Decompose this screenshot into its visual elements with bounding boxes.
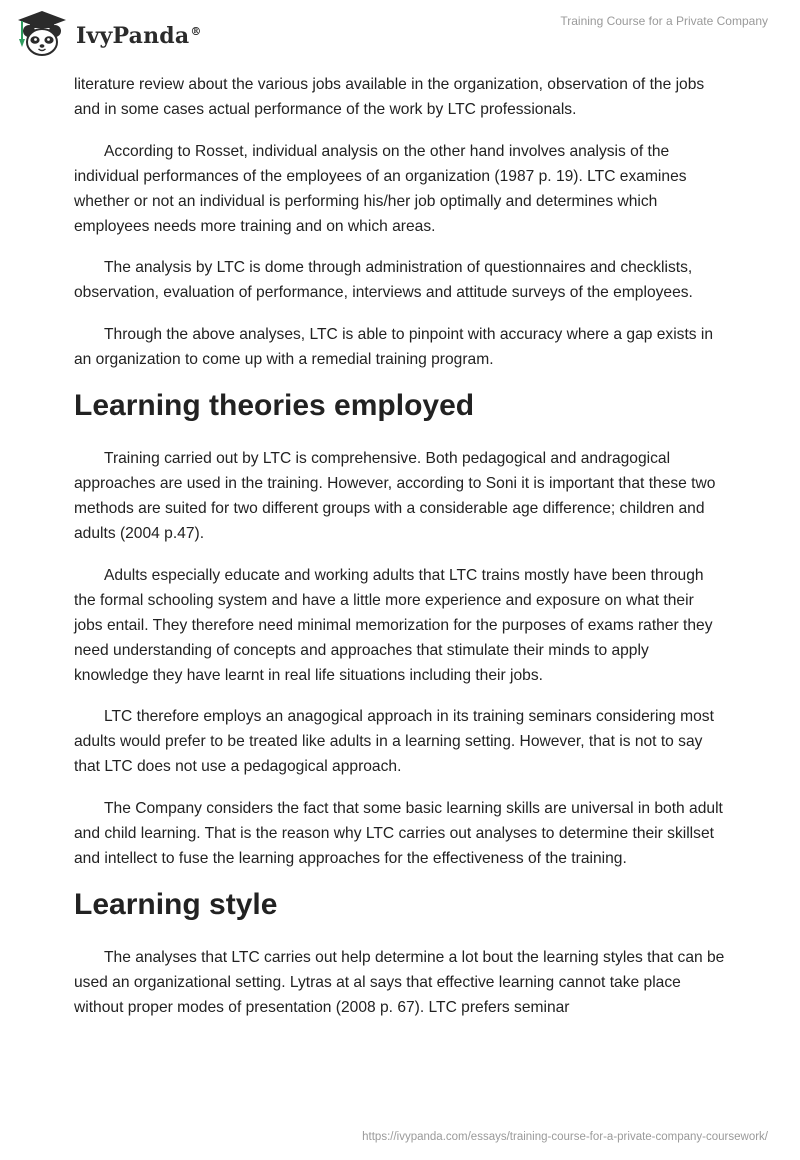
paragraph: The Company considers the fact that some basic learning skills are universal in both adult and child learning. That is the reason why LTC carries out analyses to determine their skillset and intellect to fuse the learning approaches for the effectiveness of the training. [74,799,723,867]
panda-graduation-cap-icon [14,9,70,59]
page-header [0,0,800,70]
paragraph: LTC therefore employs an anagogical approach in its training seminars considering most adults would prefer to be treated like adults in a learning setting. However, that is not to say that LTC does not use a pedagogical approach. [74,708,714,775]
paragraph: literature review about the various jobs available in the organization, observation of the jobs and in some cases actual performance of the work by LTC professionals. [74,76,705,118]
paragraph: The analyses that LTC carries out help determine a lot bout the learning styles that can be used an organizational setting. Lytras at al says that effective learning cannot take place without proper modes of presentation (2008 p. 67). LTC prefers seminar [74,949,725,1016]
paragraph: According to Rosset, individual analysis on the other hand involves analysis of the individual performances of the employees of an organization (1987 p. 19). LTC examines whether or not an individual is performing his/her job optimally and determines which employees needs more training and on which areas. [74,142,687,235]
paragraph: Training carried out by LTC is comprehensive. Both pedagogical and andragogical approaches are used in the training. However, according to Soni it is important that these two methods are suited for two different groups with a considerable age difference; children and adults (2004 p.47). [74,450,716,542]
ivypanda-logo[interactable] [14,9,202,59]
paragraph: The analysis by LTC is dome through administration of questionnaires and checklists, observation, evaluation of performance, interviews and attitude surveys of the employees. [74,259,693,301]
section-heading: Learning style [74,888,278,921]
document-title: Training Course for a Private Company [560,14,768,28]
logo-wordmark: IvyPanda® [76,23,202,49]
article-body [74,72,726,1037]
source-url[interactable]: https://ivypanda.com/essays/training-course-for-a-private-company-coursework/ [362,1131,768,1143]
paragraph: Adults especially educate and working adults that LTC trains mostly have been through the formal schooling system and have a little more experience and exposure on what their jobs entail. They therefore need minimal memorization for the purposes of exams rather they need understanding of concepts and approaches that stimulate their minds to apply knowledge they have learnt in real life situations including their jobs. [74,566,713,684]
section-heading: Learning theories employed [74,389,475,422]
paragraph: Through the above analyses, LTC is able to pinpoint with accuracy where a gap exists in an organization to come up with a remedial training program. [74,325,714,368]
